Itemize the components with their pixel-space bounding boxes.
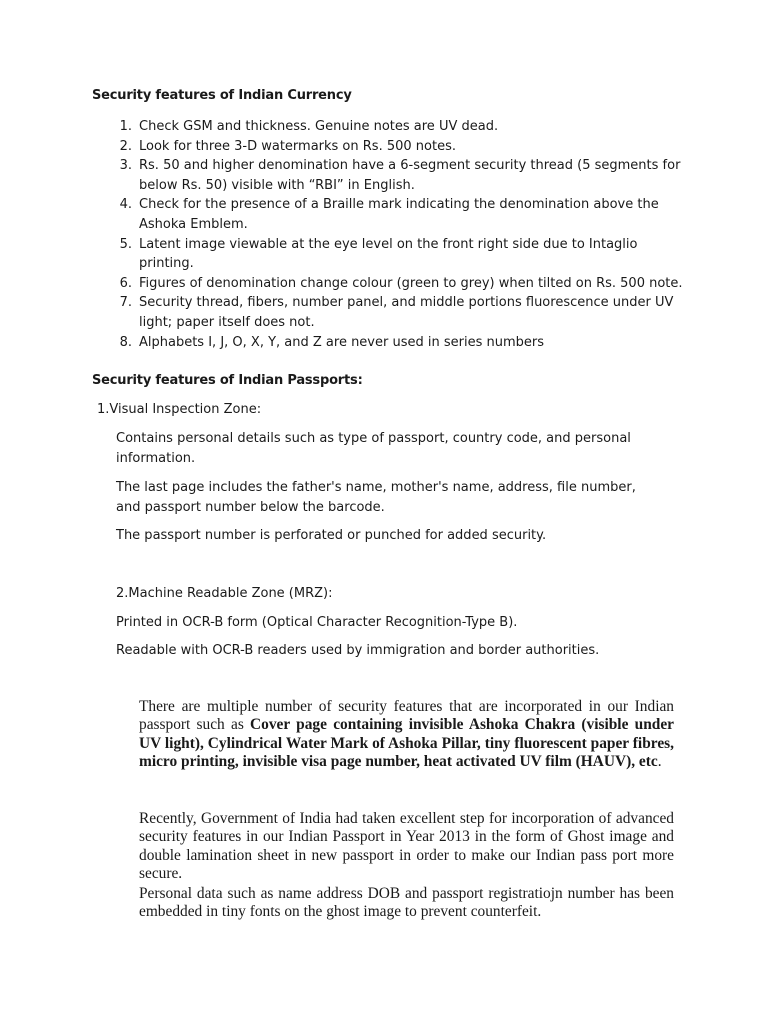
list-item: 3. Rs. 50 and higher denomination have a 6-segment security thread (5 segments for below Rs. 50) visible with “RBI” in English.	[119, 158, 681, 193]
mrz-paragraph-2: Readable with OCR-B readers used by immigration and border authorities.	[116, 643, 600, 658]
mrz-paragraph-1: Printed in OCR-B form (Optical Character Recognition-Type B).	[116, 615, 518, 630]
passport-heading: Security features of Indian Passports:	[92, 373, 363, 388]
list-item: 6. Figures of denomination change colour (green to grey) when tilted on Rs. 500 note.	[119, 275, 683, 291]
list-item: 2. Look for three 3-D watermarks on Rs. 500 notes.	[119, 138, 456, 154]
visual-zone-title: 1.Visual Inspection Zone:	[97, 402, 262, 417]
personal-data-paragraph: Personal data such as name address DOB and passport registratiojn number has been embedded in tiny fonts on the ghost image to prevent counterfeit.	[139, 885, 674, 921]
mrz-title: 2.Machine Readable Zone (MRZ):	[116, 586, 333, 601]
currency-heading: Security features of Indian Currency	[92, 88, 352, 103]
list-item: 7. Security thread, fibers, number panel, and middle portions fluorescence under UV light; paper itself does not.	[119, 295, 674, 330]
visual-zone-paragraph-3: The passport number is perforated or punched for added security.	[116, 528, 547, 543]
passport-features-paragraph: There are multiple number of security features that are incorporated in our Indian passport such as Cover page containing invisible Ashoka Chakra (visible under UV light), Cylindrical Water Mark of Ashoka Pillar, tiny fluorescent paper fibres, micro printing, invisible visa page number, heat activated UV film (HAUV), etc.	[139, 698, 674, 771]
list-item: 4. Check for the presence of a Braille mark indicating the denomination above the Ashoka Emblem.	[119, 197, 659, 232]
visual-zone-paragraph-2: The last page includes the father's name, mother's name, address, file number, and passport number below the barcode.	[116, 480, 636, 515]
visual-zone-paragraph-1: Contains personal details such as type of passport, country code, and personal information.	[116, 431, 631, 466]
currency-features-list	[112, 117, 692, 352]
ghost-image-paragraph: Recently, Government of India had taken excellent step for incorporation of advanced security features in our Indian Passport in Year 2013 in the form of Ghost image and double lamination sheet in new passport in order to make our Indian pass port more secure.	[139, 810, 674, 883]
list-item: 5. Latent image viewable at the eye level on the front right side due to Intaglio printing.	[119, 236, 638, 272]
list-item: 1. Check GSM and thickness. Genuine notes are UV dead.	[119, 119, 499, 134]
passport-features-bold: Cover page containing invisible Ashoka Chakra (visible under UV light), Cylindrical Water Mark of Ashoka Pillar, tiny fluorescent paper fibres, micro printing, invisible visa page number, heat activated UV film (HAUV), etc	[139, 716, 674, 771]
list-item: 8. Alphabets I, J, O, X, Y, and Z are never used in series numbers	[119, 334, 544, 350]
